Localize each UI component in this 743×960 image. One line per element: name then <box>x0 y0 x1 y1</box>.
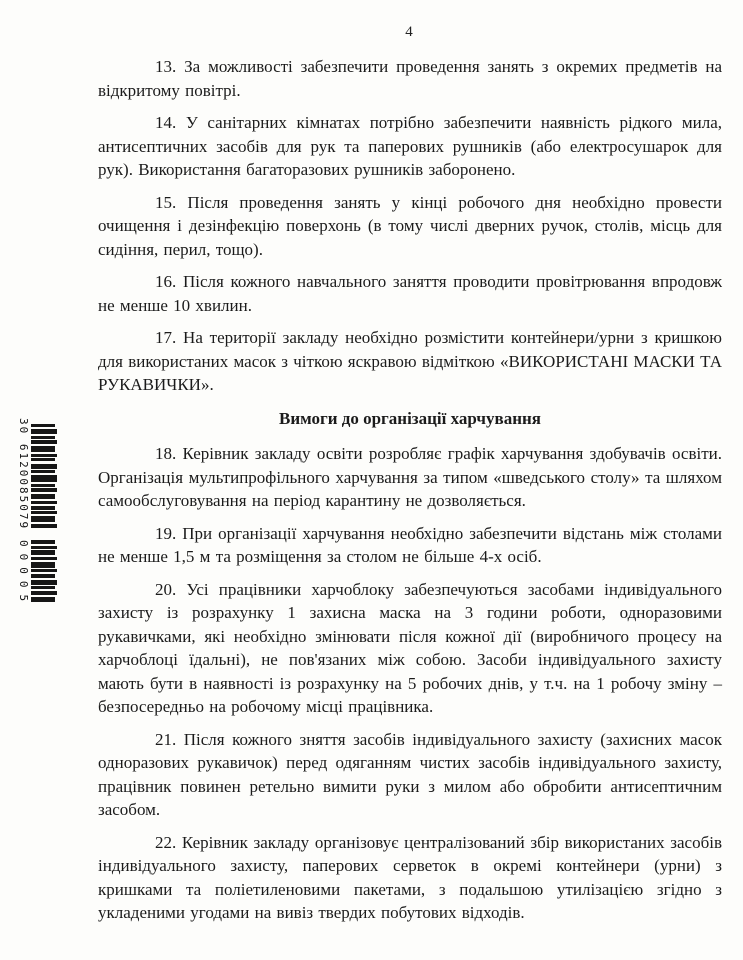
paragraph-16: 16. Після кожного навчального заняття проводити провітрювання впродовж не менше 10 хвилин. <box>98 272 722 315</box>
barcode-bars-group-2 <box>31 540 57 602</box>
paragraph-13: 13. За можливості забезпечити проведення занять з окремих предметів на відкритому повітрі. <box>98 57 722 100</box>
paragraph-20: 20. Усі працівники харчоблоку забезпечуються засобами індивідуального захисту із розрахунку 1 захисна маска на 3 години роботи, одноразовими рукавичками, які необхідно змінювати після кожної дії (виробничого процесу на харчоблоці їдальні), не пов'язаних між собою. Засоби індивідуального захисту мають бути в наявності із розрахунку на 5 робочих днів, у т.ч. на 1 робочу зміну – безпосередньо на робочому місці працівника. <box>98 579 722 716</box>
paragraph-14: 14. У санітарних кімнатах потрібно забезпечити наявність рідкого мила, антисептичних засобів для рук та паперових рушників (або електросушарок для рук). Використання багаторазових рушників заборонено. <box>98 113 722 179</box>
document-body <box>98 55 722 934</box>
paragraph-18: 18. Керівник закладу освіти розробляє графік харчування здобувачів освіти. Організація мультипрофільного харчування за типом «шведського столу» та шляхом самообслуговування на період карантину не дозволяється. <box>98 444 722 510</box>
paragraph-15: 15. Після проведення занять у кінці робочого дня необхідно провести очищення і дезінфекцію поверхонь (в тому числі дверних ручок, столів, місць для сидіння, перил, тощо). <box>98 192 722 259</box>
paragraph-17: 17. На території закладу необхідно розмістити контейнери/урни з кришкою для використаних масок з чіткою яскравою відміткою «ВИКОРИСТАНІ МАСКИ ТА РУКАВИЧКИ». <box>98 328 722 394</box>
page-number: 4 <box>405 24 413 40</box>
barcode-number-top: 30 6120085079 <box>17 418 30 531</box>
paragraph-22: 22. Керівник закладу організовує централізований збір використаних засобів індивідуального захисту, паперових серветок в окремі контейнери (урни) з кришками та поліетиленовими пакетами, з подальшою утилізацією згідно з укладеними угодами на вивіз твердих побутових відходів. <box>98 832 722 922</box>
barcode-bars-group-1 <box>31 424 57 528</box>
section-heading: Вимоги до організації харчування <box>279 408 541 428</box>
paragraph-21: 21. Після кожного зняття засобів індивідуального захисту (захисних масок одноразових рукавичок) перед одяганням чистих засобів індивідуального захисту, працівник повинен ретельно вимити руки з милом або обробити антисептичним засобом. <box>98 729 722 819</box>
paragraph-19: 19. При організації харчування необхідно забезпечити відстань між столами не менше 1,5 м та розміщення за столом не більше 4-х осіб. <box>98 523 722 566</box>
barcode-number-bottom: 00005 <box>17 540 30 609</box>
